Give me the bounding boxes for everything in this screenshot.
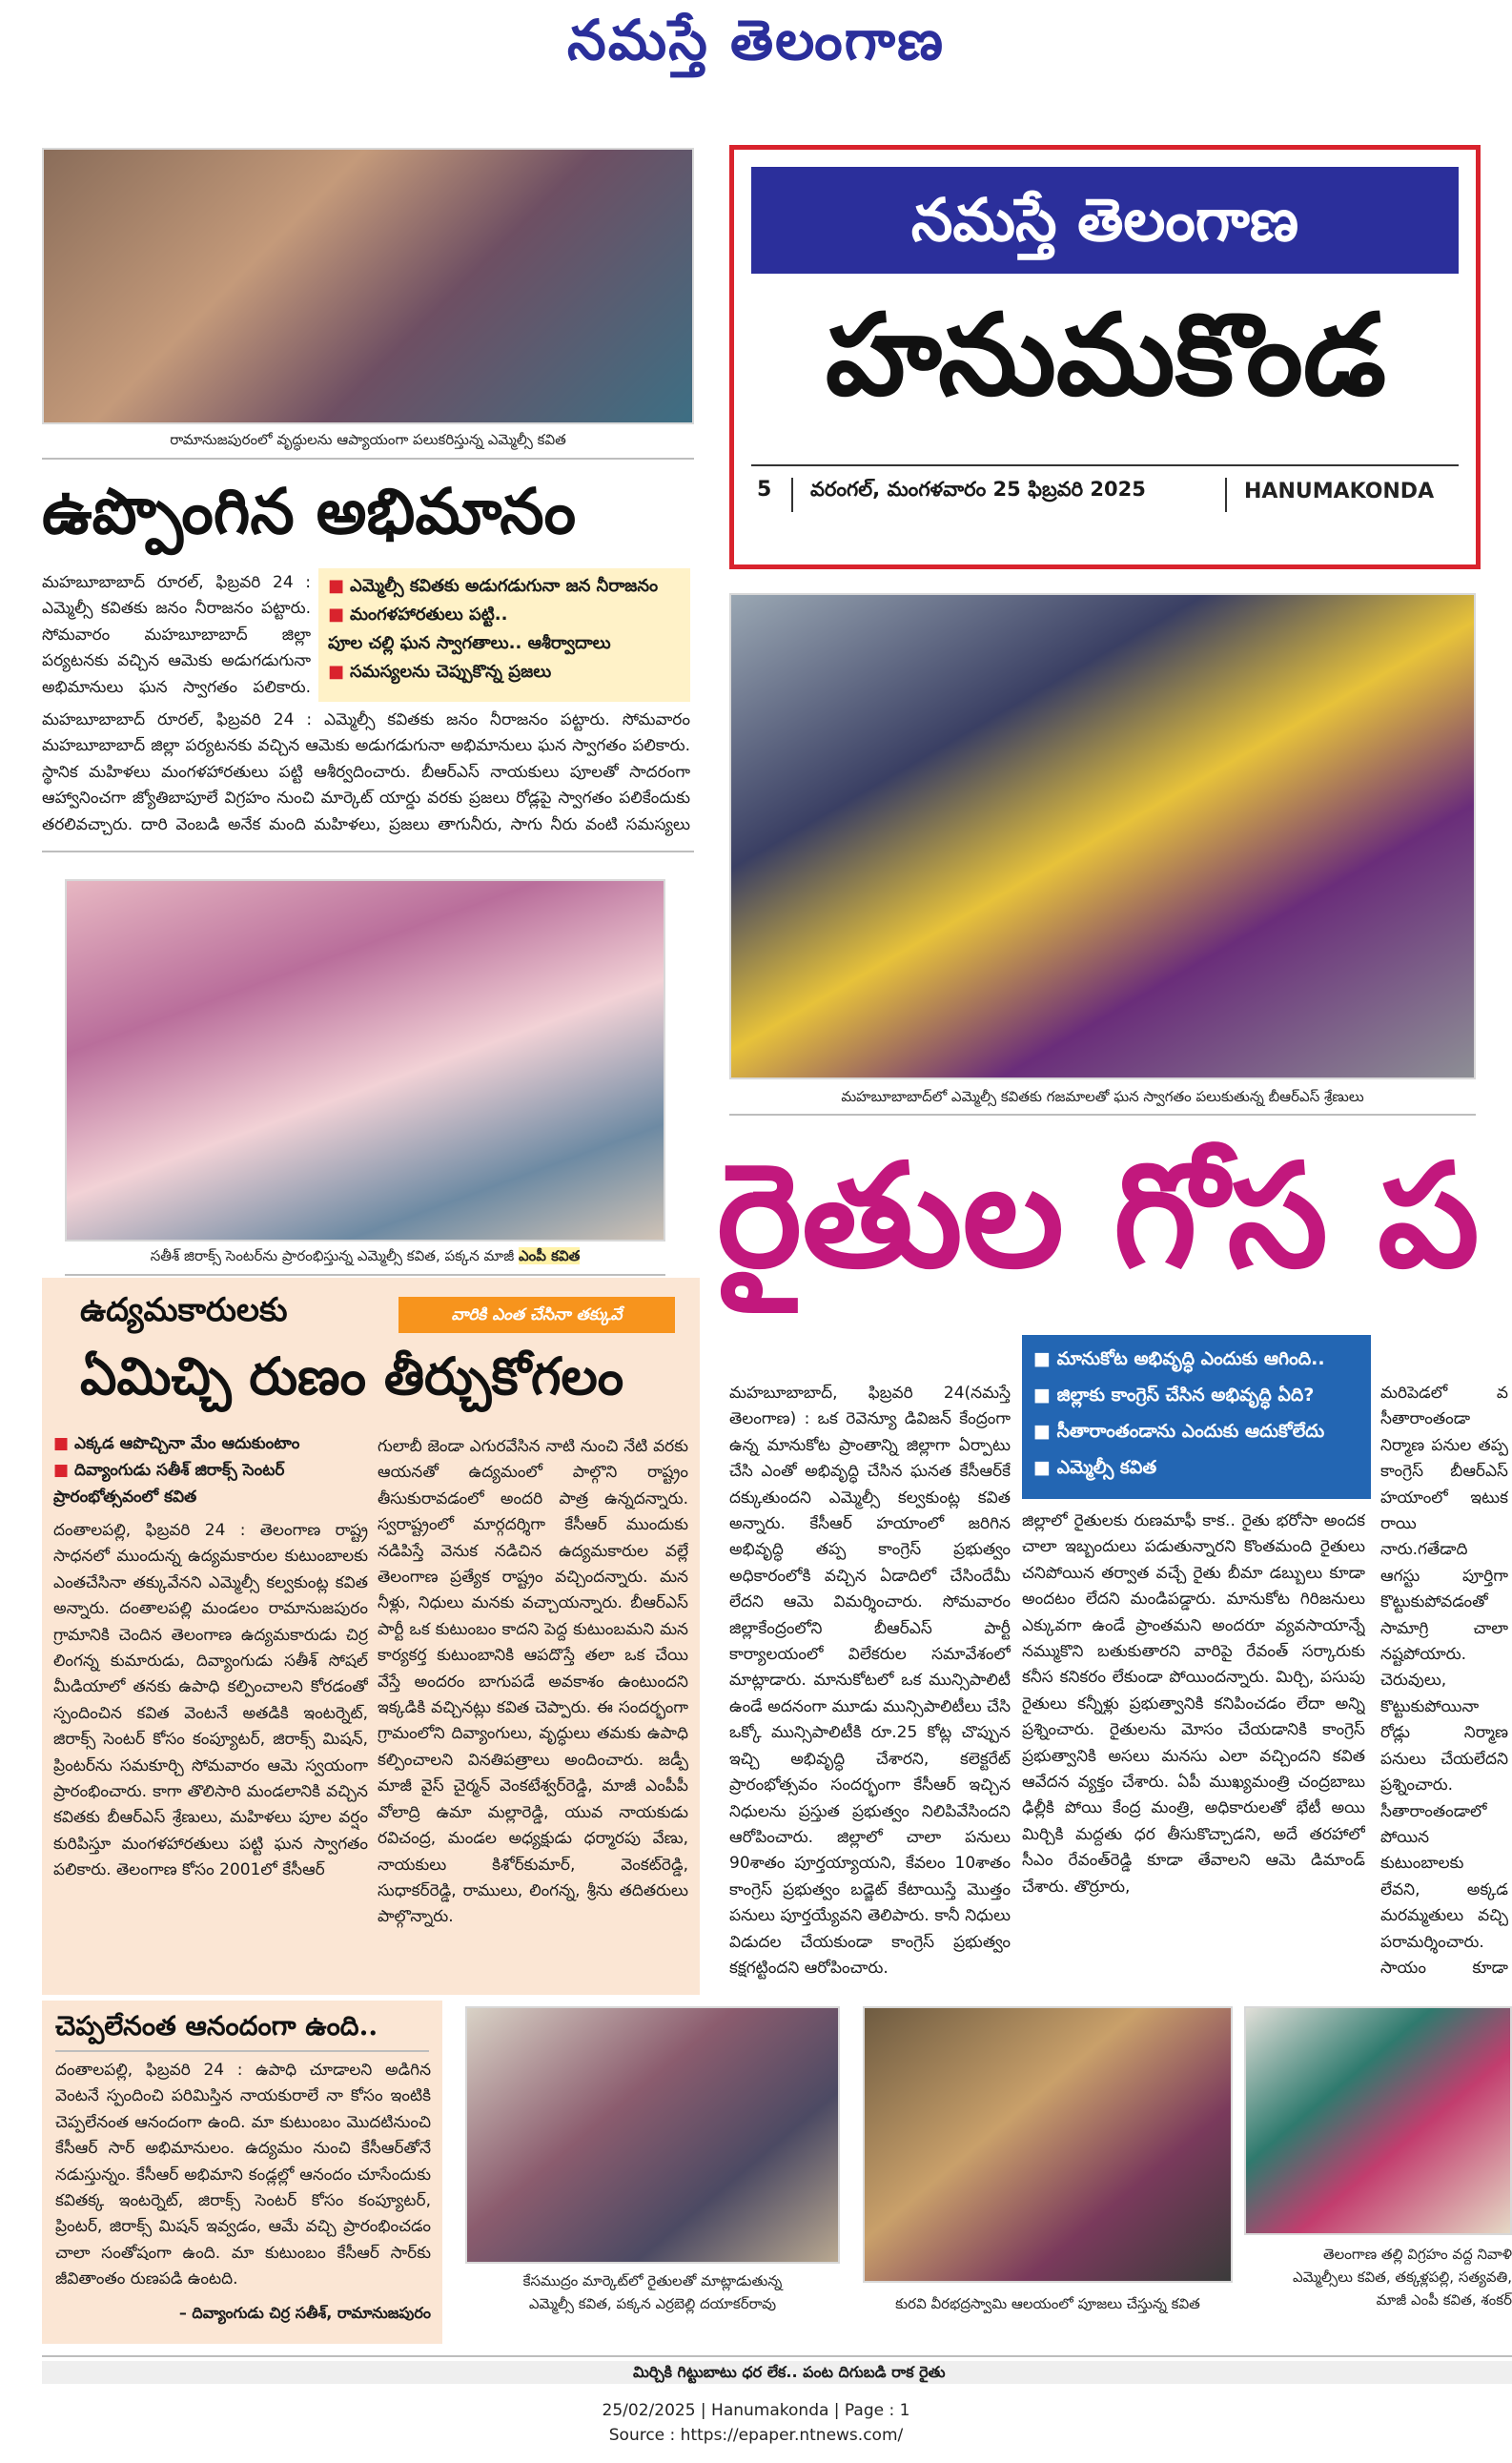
edition-brand: నమస్తే తెలంగాణ [751, 167, 1459, 274]
divider [55, 2050, 429, 2052]
bullet-item: ■ ఎమ్మెల్సీ కవితకు అడుగడుగునా జన నీరాజనం [328, 576, 659, 596]
divider [42, 458, 694, 460]
story2-photo-caption: సతీశ్ జిరాక్స్ సెంటర్‌ను ప్రారంభిస్తున్న ఎమ్మెల్సీ కవిత, పక్కన మాజీ ఎంపీ కవిత [150, 1247, 581, 1264]
story2-headline: ఏమిచ్చి రుణం తీర్చుకోగలం [80, 1345, 624, 1406]
caption-line: తెలంగాణ తల్లి విగ్రహం వద్ద నివాళి [1323, 2246, 1512, 2263]
divider [729, 1114, 1476, 1116]
edition-label: HANUMAKONDA [1244, 480, 1435, 503]
caption-line: ఎమ్మెల్సీలు కవిత, తక్కళ్లపల్లి, సత్యవతి, [1292, 2268, 1512, 2286]
footer-source: Source : https://epaper.ntnews.com/ [608, 2426, 904, 2445]
story2-body-col1: దంతాలపల్లి, ఫిబ్రవరి 24 : తెలంగాణ రాష్ట్ర సాధనలో ముందున్న ఉద్యమకారుల కుటుంబాలకు ఎంతచేసినా తక్కువేనని ఎమ్మెల్సీ కల్వకుంట్ల కవిత అన్నారు. దంతాలపల్లి మండలం రామానుజపురం గ్రామానికి చెందిన తెలంగాణ ఉద్యమకారుడు చిర్ర లింగన్న కుమారుడు, దివ్యాంగుడు సతీశ్ సోషల్ మీడియాలో తనకు ఉపాధి కల్పించాలని కోరడంతో స్పందించిన కవిత వెంటనే అతడికి ఇంటర్నెట్, జిరాక్స్ సెంటర్ కోసం కంప్యూటర్, జిరాక్స్ మిషన్, ప్రింటర్‌ను సమకూర్చి సోమవారం ఆమె స్వయంగా ప్రారంభించారు. కాగా తొలిసారి మండలానికి వచ్చిన కవితకు బీఆర్ఎస్ శ్రేణులు, మహిళలు పూల వర్షం కురిపిస్తూ మంగళహారతులు పట్టి ఘన స్వాగతం పలికారు. తెలంగాణ కోసం 2001లో కేసీఆర్ [53, 1521, 368, 1880]
bottom-photo-1-caption [465, 2269, 840, 2315]
story1-body-left: మహబూబాబాద్ రూరల్, ఫిబ్రవరి 24 : ఎమ్మెల్సీ కవితకు జనం నీరాజనం పట్టారు. సోమవారం మహబూబాబాద్ జిల్లా పర్యటనకు వచ్చిన ఆమెకు అడుగడుగునా అభిమానులు ఘన స్వాగతం పలికారు. [42, 573, 311, 697]
story3-body: దంతాలపల్లి, ఫిబ్రవరి 24 : ఉపాధి చూడాలని అడిగిన వెంటనే స్పందించి పరిమిస్తిన నాయకురాలే నా కోసం ఇంటికి చెప్పలేనంత ఆనందంగా ఉంది. మా కుటుంబం మొదటినుంచి కేసీఆర్ సార్ అభిమానులం. ఉద్యమం నుంచి కేసీఆర్‌తోనే నడుస్తున్నం. కేసీఆర్ అభిమాని కండ్లల్లో ఆనందం చూసేందుకు కవితక్క ఇంటర్నెట్, జిరాక్స్ సెంటర్ కోసం కంప్యూటర్, ప్రింటర్, జిరాక్స్ మిషన్ ఇవ్వడం, ఆమే వచ్చి ప్రారంభించడం చాలా సంతోషంగా ఉంది. మా కుటుంబం కేసీఆర్ సార్‌కు జీవితాంతం రుణపడి ఉంటది. [55, 2061, 431, 2289]
story1-photo [42, 148, 694, 424]
story2-photo [65, 879, 665, 1242]
bottom-photo-3 [1244, 2006, 1512, 2235]
teaser-text: మిర్చికి గిట్టుబాటు ధర లేక.. పంట దిగుబడి రాక రైతు [633, 2363, 946, 2381]
bullet-item: ■ మానుకోట అభివృద్ధి ఎందుకు ఆగింది.. [1033, 1348, 1325, 1369]
bottom-photo-3-caption [1244, 2243, 1512, 2311]
divider [42, 2355, 1512, 2357]
story1-headline: ఉప్పొంగిన అభిమానం [42, 474, 577, 548]
lead-bullets [1022, 1335, 1371, 1499]
story2-bullets [53, 1430, 368, 1510]
divider [791, 478, 793, 512]
story2-kicker: ఉద్యమకారులకు [80, 1291, 288, 1329]
bullet-item: ■ జిల్లాకు కాంగ్రెస్ చేసిన అభివృద్ధి ఏది? [1033, 1385, 1315, 1406]
edition-box [729, 145, 1481, 569]
caption-highlight: ఎంపీ కవిత [518, 1247, 581, 1264]
bullet-item: ■ ఎక్కడ ఆపొచ్చినా మేం ఆదుకుంటాం [53, 1434, 300, 1453]
bottom-photo-2-caption: కురవి వీరభద్రస్వామి ఆలయంలో పూజలు చేస్తున్న కవిత [895, 2295, 1200, 2312]
masthead-title: నమస్తే తెలంగాణ [567, 8, 945, 72]
footer-page-info: 25/02/2025 | Hanumakonda | Page : 1 [602, 2401, 910, 2420]
story2-body-col2: గులాబీ జెండా ఎగురవేసిన నాటి నుంచి నేటి వరకు ఆయనతో ఉద్యమంలో పాల్గొని రాష్ట్రం తీసుకురావడంలో అందరి పాత్ర ఉన్నదన్నారు. స్వరాష్ట్రంలో మార్గదర్శిగా కేసీఆర్ ముందుకు నడిపిస్తే వెనుక నడిచిన ఉద్యమకారుల వల్లే తెలంగాణ ప్రత్యేక రాష్ట్రం వచ్చిందన్నారు. మన నీళ్లు, నిధులు మనకు వచ్చాయన్నారు. బీఆర్ఎస్ పార్టీ ఒక కుటుంబం కాదని పెద్ద కుటుంబమని మన కార్యకర్త కుటుంబానికి ఆపదొస్తే తలా ఒక చేయి వేస్తే అందరం బాగుపడే అవకాశం ఉంటుందని ఇక్కడికి వచ్చినట్లు కవిత చెప్పారు. ఈ సందర్భంగా గ్రామంలోని దివ్యాంగులు, వృద్ధులు తమకు ఉపాధి కల్పించాలని వినతిపత్రాలు అందించారు. జడ్పీ మాజీ వైస్ చైర్మన్ వెంకటేశ్వర్‌రెడ్డి, మాజీ ఎంపీపీ వోలాద్రి ఉమా మల్లారెడ్డి, యువ నాయకుడు రవిచంద్ర, మండల అధ్యక్షుడు ధర్మారపు వేణు, నాయకులు కిశోర్‌కుమార్, వెంకట్‌రెడ్డి, సుధాకర్‌రెడ్డి, రాములు, లింగన్న, శ్రీను తదితరులు పాల్గొన్నారు. [378, 1437, 688, 1927]
story2-tag: వారికి ఎంత చేసినా తక్కువే [398, 1297, 675, 1333]
bullet-item: ■ ఎమ్మెల్సీ కవిత [1033, 1457, 1157, 1478]
bullet-item: ■ దివ్యాంగుడు సతీశ్ జిరాక్స్ సెంటర్ ప్రారంభోత్సవంలో కవిత [53, 1461, 285, 1507]
lead-photo-caption: మహబూబాబాద్‌లో ఎమ్మెల్సీ కవితకు గజమాలతో ఘన స్వాగతం పలుకుతున్న బీఆర్ఎస్ శ్రేణులు [841, 1088, 1364, 1105]
lead-body-col1: మహబూబాబాద్, ఫిబ్రవరి 24(నమస్తే తెలంగాణ) : ఒక రెవెన్యూ డివిజన్ కేంద్రంగా ఉన్న మానుకోట ప్రాంతాన్ని జిల్లాగా ఏర్పాటు చేసి ఎంతో అభివృద్ధి చేసిన ఘనత కేసీఆర్‌కే దక్కుతుందని ఎమ్మెల్సీ కల్వకుంట్ల కవిత అన్నారు. కేసీఆర్ హయాంలో జరిగిన అభివృద్ధి తప్ప కాంగ్రెస్ ప్రభుత్వం అధికారంలోకి వచ్చిన ఏడాదిలో చేసిందేమీ లేదని ఆమె విమర్శించారు. సోమవారం జిల్లాకేంద్రంలోని బీఆర్ఎస్ పార్టీ కార్యాలయంలో విలేకరుల సమావేశంలో మాట్లాడారు. మానుకోటలో ఒక మున్సిపాలిటీ ఉండే అదనంగా మూడు మున్సిపాలిటీలు చేసి ఒక్కో మున్సిపాలిటీకి రూ.25 కోట్ల చొప్పున ఇచ్చి అభివృద్ధి చేశారని, కలెక్టరేట్ ప్రారంభోత్సవం సందర్భంగా కేసీఆర్ ఇచ్చిన నిధులను ప్రస్తుత ప్రభుత్వం నిలిపివేసిందని ఆరోపించారు. జిల్లాలో చాలా పనులు 90శాతం పూర్తయ్యాయని, కేవలం 10శాతం కాంగ్రెస్ ప్రభుత్వం బడ్జెట్ కేటాయిస్తే మొత్తం పనులు పూర్తయ్యేవని తెలిపారు. కానీ నిధులు విడుదల చేయకుండా కాంగ్రెస్ ప్రభుత్వం కక్షగట్టిందని ఆరోపించారు. [729, 1384, 1011, 1978]
edition-dateline: వరంగల్, మంగళవారం 25 ఫిబ్రవరి 2025 [810, 478, 1146, 501]
bottom-photo-2 [863, 2006, 1233, 2283]
story1-bullets [318, 568, 690, 702]
caption-line: మాజీ ఎంపీ కవిత, శంకర్ [1376, 2291, 1512, 2309]
caption-line: ఎమ్మెల్సీ కవిత, పక్కన ఎర్రబెల్లి దయాకర్‌రావు [528, 2295, 777, 2312]
bullet-item: పూల చల్లి ఘన స్వాగతాలు.. ఆశీర్వాదాలు [328, 633, 611, 653]
lead-photo [729, 593, 1476, 1079]
teaser-strip [42, 2361, 1512, 2384]
page-number: 5 [757, 478, 772, 502]
divider [1225, 478, 1227, 512]
lead-headline: రైతుల గోస ప [717, 1132, 1480, 1300]
divider [42, 851, 694, 852]
divider [65, 1274, 665, 1276]
edition-name: హనుమకొండ [825, 288, 1387, 421]
bullet-item: ■ సీతారాంతండాను ఎందుకు ఆదుకోలేదు [1033, 1421, 1325, 1442]
story2-box [42, 1278, 700, 1995]
lead-body-col3: మరిపెడలో వ సీతారాంతండా నిర్మాణ పనుల తప్ప కాంగ్రెస్ బీఆర్ఎస్ హయాంలో ఇటుక రాయి నారు.గతేడాది ఆగస్టు పూర్తిగా కొట్టుకుపోవడంతో సామాగ్రి చాలా నష్టపోయారు. చెరువులు, కొట్టుకుపోయినా రోడ్లు నిర్మాణ పనులు చేయలేదని ప్రశ్నించారు. సీతారాంతండాలో పోయిన కుటుంబాలకు లేవని, అక్కడ మరమ్మతులు వచ్చి పరామర్శించారు. సాయం కూడా [1380, 1384, 1508, 1978]
divider [751, 464, 1459, 466]
caption-line: కేసముద్రం మార్కెట్‌లో రైతులతో మాట్లాడుతున్న [522, 2272, 783, 2289]
bottom-photo-1 [465, 2006, 840, 2264]
lead-body-col2: జిల్లాలో రైతులకు రుణమాఫీ కాక.. రైతు భరోసా అందక చాలా ఇబ్బందులు పడుతున్నారని కొంతమంది రైతులు చనిపోయిన తర్వాత వచ్చే రైతు బీమా డబ్బులు కూడా అందటం లేదని మండిపడ్డారు. మానుకోట గిరిజనులు ఎక్కువగా ఉండే ప్రాంతమని అందరూ వ్యవసాయాన్నే నమ్ముకొని బతుకుతారని వారిపై రేవంత్ సర్కారుకు కనీస కనికరం లేకుండా పోయిందన్నారు. మిర్చి, పసుపు రైతులు కన్నీళ్లు ప్రభుత్వానికి కనిపించడం లేదా అన్ని ప్రశ్నించారు. రైతులను మోసం చేయడానికి కాంగ్రెస్ ప్రభుత్వానికి అసలు మనసు ఎలా వచ్చిందని కవిత ఆవేదన వ్యక్తం చేశారు. ఏపీ ముఖ్యమంత్రి చంద్రబాబు ఢిల్లీకి పోయి కేంద్ర మంత్రి, అధికారులతో భేటీ అయి మిర్చికి మద్దతు ధర తీసుకొచ్చాడని, అదే తరహాలో సీఎం రేవంత్‌రెడ్డి కూడా తేవాలని ఆమె డిమాండ్ చేశారు. తొర్రూరు, [1022, 1511, 1365, 1897]
bullet-item: ■ మంగళహారతులు పట్టి.. [328, 605, 508, 625]
story1-body-full: మహబూబాబాద్ రూరల్, ఫిబ్రవరి 24 : ఎమ్మెల్సీ కవితకు జనం నీరాజనం పట్టారు. సోమవారం మహబూబాబాద్ జిల్లా పర్యటనకు వచ్చిన ఆమెకు అడుగడుగునా అభిమానులు ఘన స్వాగతం పలికారు. స్థానిక మహిళలు మంగళహారతులు పట్టి ఆశీర్వదించారు. బీఆర్ఎస్ నాయకులు పూలతో సాదరంగా ఆహ్వానించగా జ్యోతిబాపూలే విగ్రహం నుంచి మార్కెట్ యార్డు వరకు ప్రజలు రోడ్లపై స్వాగతం పలికేందుకు తరలివచ్చారు. దారి వెంబడి అనేక మంది మహిళలు, ప్రజలు తాగునీరు, సాగు నీరు వంటి సమస్యలు [42, 710, 690, 834]
story3-headline: చెప్పలేనంత ఆనందంగా ఉంది.. [55, 2010, 378, 2042]
story3-signoff: – దివ్యాంగుడు చిర్ర సతీశ్, రామానుజపురం [178, 2304, 431, 2322]
bullet-item: ■ సమస్యలను చెప్పుకొన్న ప్రజలు [328, 662, 552, 682]
story1-photo-caption: రామానుజపురంలో వృద్ధులను ఆప్యాయంగా పలుకరిస్తున్న ఎమ్మెల్సీ కవిత [170, 431, 566, 448]
story3-box [42, 2001, 442, 2344]
